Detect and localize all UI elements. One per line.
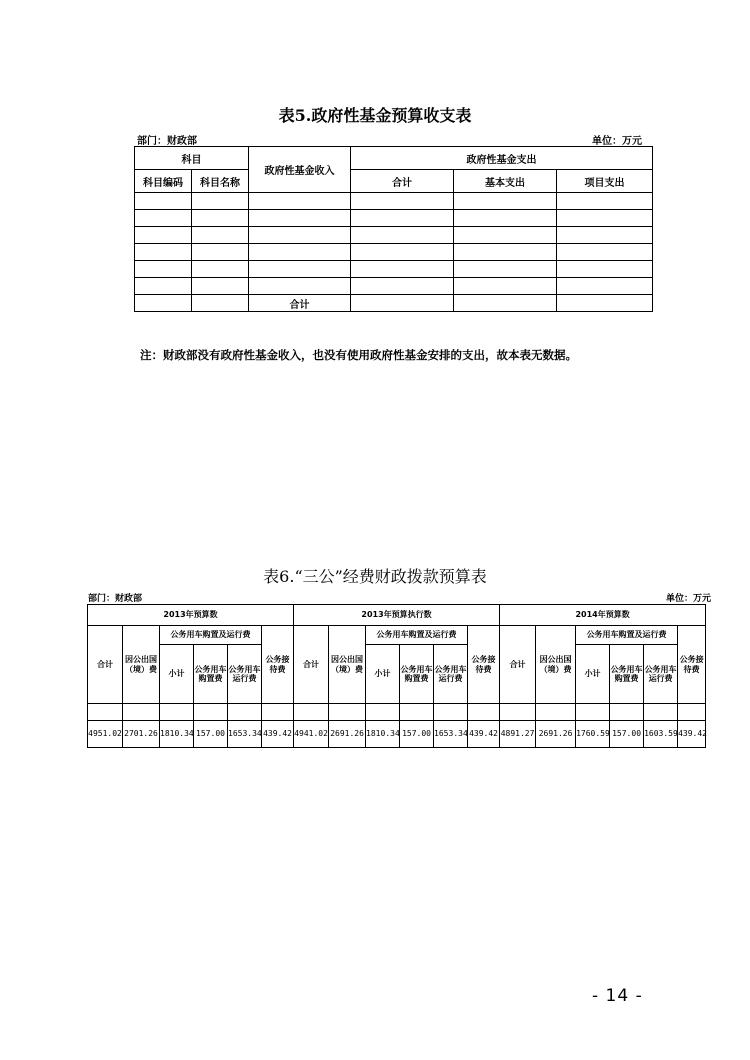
- project-expense-header: 项目支出: [557, 170, 653, 193]
- subtotal-header: 小计: [160, 645, 194, 704]
- abroad-header: 因公出国（境）费: [329, 626, 366, 704]
- value-cell: 1653.34: [434, 721, 468, 748]
- table-row: [135, 278, 653, 295]
- value-cell: 1810.34: [160, 721, 194, 748]
- purchase-header: 公务用车购置费: [194, 645, 228, 704]
- fund-expense-header: 政府性基金支出: [351, 147, 653, 170]
- basic-expense-header: 基本支出: [454, 170, 557, 193]
- reception-header: 公务接待费: [678, 626, 706, 704]
- group-header-2014-budget: 2014年预算数: [500, 605, 706, 626]
- value-cell: 439.42: [678, 721, 706, 748]
- total-header: 合计: [88, 626, 123, 704]
- value-cell: 2691.26: [329, 721, 366, 748]
- value-cell: 439.42: [468, 721, 500, 748]
- operation-header: 公务用车运行费: [644, 645, 678, 704]
- operation-header: 公务用车运行费: [228, 645, 262, 704]
- subtotal-header: 小计: [366, 645, 400, 704]
- reception-header: 公务接待费: [468, 626, 500, 704]
- purchase-header: 公务用车购置费: [610, 645, 644, 704]
- operation-header: 公务用车运行费: [434, 645, 468, 704]
- table6-unit: 单位：万元: [666, 594, 712, 604]
- table5-note: 注：财政部没有政府性基金收入，也没有使用政府性基金安排的支出，故本表无数据。: [140, 348, 577, 362]
- reception-header: 公务接待费: [262, 626, 294, 704]
- value-cell: 1653.34: [228, 721, 262, 748]
- table-row: [135, 210, 653, 227]
- group-header-2013-budget: 2013年预算数: [88, 605, 294, 626]
- table-row: [88, 721, 706, 748]
- vehicle-header: 公务用车购置及运行费: [160, 626, 262, 645]
- total-header: 合计: [294, 626, 329, 704]
- value-cell: 439.42: [262, 721, 294, 748]
- page-number: - 14 -: [592, 986, 643, 1006]
- table5-title: 表5.政府性基金预算收支表: [278, 106, 472, 125]
- group-header-2013-actual: 2013年预算执行数: [294, 605, 500, 626]
- value-cell: 157.00: [400, 721, 434, 748]
- table6-title: 表6.“三公”经费财政拨款预算表: [263, 567, 487, 586]
- value-cell: 157.00: [610, 721, 644, 748]
- value-cell: 1603.59: [644, 721, 678, 748]
- subject-code-header: 科目编码: [135, 170, 192, 193]
- table5-unit: 单位：万元: [592, 136, 642, 147]
- total-row: [135, 295, 653, 312]
- abroad-header: 因公出国（境）费: [536, 626, 576, 704]
- table-row: [135, 227, 653, 244]
- subject-header: 科目: [135, 147, 249, 170]
- value-cell: 4941.02: [294, 721, 329, 748]
- table-row: [135, 261, 653, 278]
- abroad-header: 因公出国（境）费: [123, 626, 160, 704]
- expense-total-header: 合计: [351, 170, 454, 193]
- value-cell: 4891.27: [500, 721, 536, 748]
- fund-budget-table: [134, 146, 653, 312]
- value-cell: 2701.26: [123, 721, 160, 748]
- vehicle-header: 公务用车购置及运行费: [366, 626, 468, 645]
- vehicle-header: 公务用车购置及运行费: [576, 626, 678, 645]
- value-cell: 2691.26: [536, 721, 576, 748]
- value-cell: 4951.02: [88, 721, 123, 748]
- total-row-label: 合计: [249, 295, 351, 312]
- subject-name-header: 科目名称: [192, 170, 249, 193]
- fund-income-header: 政府性基金收入: [249, 147, 351, 193]
- purchase-header: 公务用车购置费: [400, 645, 434, 704]
- value-cell: 157.00: [194, 721, 228, 748]
- subtotal-header: 小计: [576, 645, 610, 704]
- table-row: [135, 193, 653, 210]
- table6-dept: 部门：财政部: [88, 594, 143, 604]
- value-cell: 1810.34: [366, 721, 400, 748]
- value-cell: 1760.59: [576, 721, 610, 748]
- table5-dept: 部门：财政部: [137, 136, 197, 147]
- three-public-expense-table: [87, 604, 706, 748]
- table-row: [135, 244, 653, 261]
- total-header: 合计: [500, 626, 536, 704]
